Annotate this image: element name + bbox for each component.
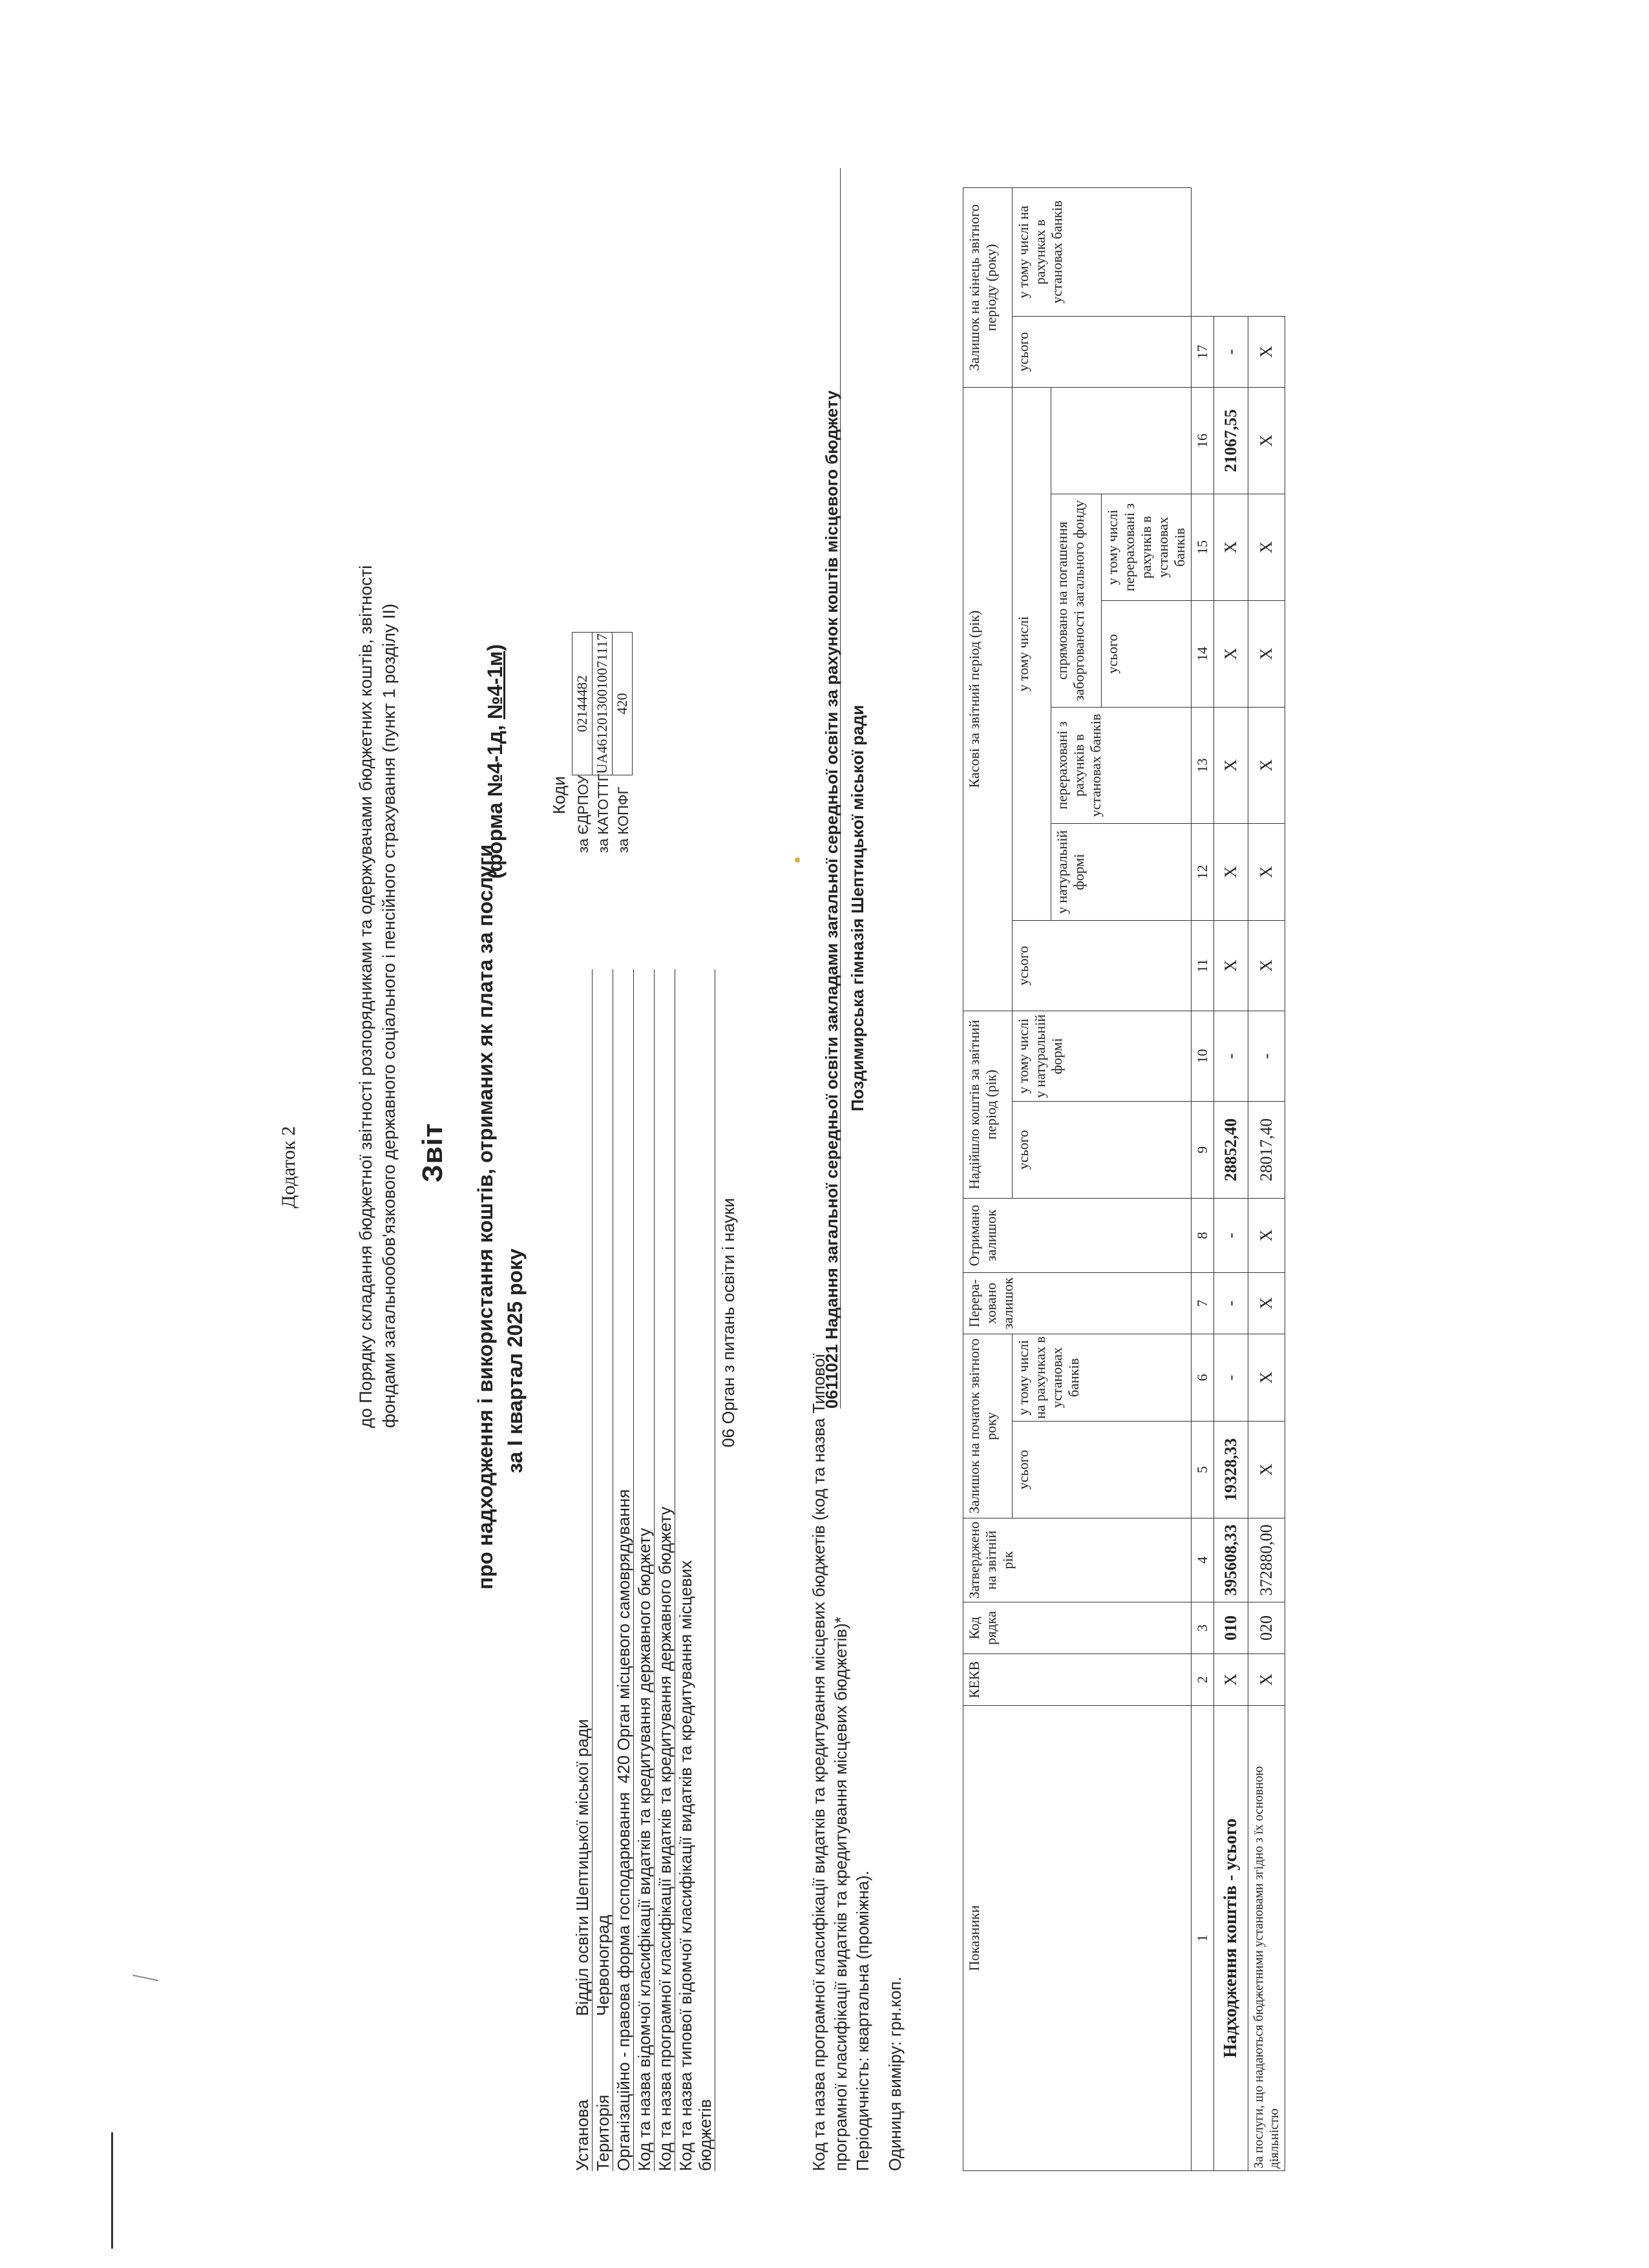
col-number: 3 [1192,1602,1214,1654]
program-value: 0611021 Надання загальної середньої освіти закладами загальної середньої освіти за рахунок коштів місцевого бюджету [822,390,841,1409]
cell: X [1248,708,1285,824]
col-number: 11 [1192,921,1214,1011]
row-indicator: Надходження коштів - усього [1214,1706,1248,2171]
cell: X [1248,494,1285,601]
cell: X [1248,317,1285,388]
katottg-value: UA46120130010071117 [593,633,613,775]
cell: X [1248,601,1285,708]
cell: 372880,00 [1248,1518,1285,1602]
report-table [963,187,1285,2171]
col-number: 6 [1192,1334,1214,1422]
header-balance-end: Залишок на кінець звітного періоду (року) [963,188,1013,388]
col-number: 12 [1192,824,1214,921]
codes-box [572,632,633,775]
column-numbers-row [1192,188,1214,2171]
header-cash-incl: у тому числі [1013,388,1051,921]
cell: - [1214,1334,1248,1422]
header-cash-spacer [1051,388,1192,494]
cell: X [1248,1334,1285,1422]
territory-value: Червоноград [593,1915,613,2016]
kopfg-value: 420 [614,693,630,715]
cell: X [1248,1654,1285,1706]
col-number: 13 [1192,708,1214,824]
cell: X [1214,601,1248,708]
kopfg-label: за КОПФГ [615,786,631,853]
territory-label: Територія [593,2094,613,2171]
cell: X [1214,494,1248,601]
col-number: 8 [1192,1199,1214,1273]
cell: X [1248,1422,1285,1518]
table-row [1214,188,1248,2171]
cell: X [1214,824,1248,921]
typical-dept-label-2: бюджетів [695,2099,715,2171]
cell: - [1214,1011,1248,1102]
table-row [1248,188,1285,2171]
form-suffix: ) [483,644,507,651]
header-debt-total: усього [1102,601,1192,708]
header-balance-end-total: усього [1013,317,1192,388]
form-underlined: №4-1м [483,651,507,720]
cell: - [1214,317,1248,388]
unit-of-measure: Одиниця виміру: грн.коп. [885,1977,905,2171]
cell: 21067,55 [1214,388,1248,494]
col-number: 15 [1192,494,1214,601]
institution-value: Відділ освіти Шептицької міської ради [572,1719,592,2016]
institution-label: Установа [572,2099,592,2171]
header-cash-expenses: Касові за звітний період (рік) [963,388,1013,1011]
header-approved: Затверджено на звітній рік [963,1518,1192,1602]
header-receipts-total: усього [1013,1102,1192,1199]
order-reference-line-1: до Порядку складання бюджетної звітності розпорядниками та одержувачами бюджетних коштів, звітності [356,565,375,1428]
header-cash-natural: у натуральній формі [1051,824,1192,921]
order-reference [354,459,401,1428]
program-label-1: Код та назва програмної класифікації видатків та кредитування місцевих бюджетів (код та назва Типової [809,1353,828,2171]
cell: X [1214,921,1248,1011]
header-kekv: КЕКВ [963,1654,1192,1706]
report-title: Звіт [417,1122,448,1182]
col-number: 1 [1192,1706,1214,2171]
edrpou-value: 02144482 [572,633,593,775]
col-number: 5 [1192,1422,1214,1518]
report-subtitle [470,845,530,1590]
cell: - [1248,1011,1285,1102]
program-underline [840,168,841,1409]
codes-title: Коди [549,776,569,814]
col-number: 9 [1192,1102,1214,1199]
typical-dept-label-1: Код та назва типової відомчої класифікації видатків та кредитування місцевих [676,1560,695,2171]
form-number [483,644,507,879]
cell: 395608,33 [1214,1518,1248,1602]
cell: X [1214,708,1248,824]
header-cash-total: усього [1013,921,1192,1011]
cell: - [1214,1273,1248,1334]
header-receipts-natural: у тому числі у натуральній формі [1013,1011,1192,1102]
program-class-label: Код та назва програмної класифікації видатків та кредитування державного бюджету [655,1506,675,2171]
header-balance-start: Залишок на початок звітного року [963,1334,1013,1518]
col-number: 7 [1192,1273,1214,1334]
row-indicator: За послуги, що надаються бюджетними установами згідно з їх основною діяльністю [1248,1706,1285,2171]
subtitle-line-1: про надходження і використання коштів, отриманих як плата за послуги [474,844,497,1590]
school-name: Поздимирська гімназія Шептицької міської ради [848,704,867,1111]
header-indicator: Показники [963,1706,1192,2171]
order-reference-line-2: фондами загальнообов'язкового державного соціального і пенсійного страхування (пункт 1 розділу II) [379,604,399,1428]
legal-form-underline [633,969,634,2171]
legal-form-value: 420 Орган місцевого самоврядування [614,1489,633,1783]
katottg-label: за КАТОТТГ [595,773,611,853]
report-sheet [278,84,1622,2171]
cell: 19328,33 [1214,1422,1248,1518]
program-label-2: програмної класифікації видатків та кредитування місцевих бюджетів)* [831,1617,850,2171]
col-number: 10 [1192,1011,1214,1102]
cell: X [1248,1273,1285,1334]
col-number: 16 [1192,388,1214,494]
cell: - [1214,1199,1248,1273]
edrpou-label: за ЄДРПОУ [575,775,591,853]
col-number: 2 [1192,1654,1214,1706]
cell: 010 [1214,1602,1248,1654]
cell: X [1248,1199,1285,1273]
institution-underline [592,969,593,2171]
header-transferred: Перера-ховано залишок [963,1273,1192,1334]
subtitle-line-2: за I квартал 2025 року [503,1248,527,1473]
col-number: 14 [1192,601,1214,708]
form-prefix: (форма №4-1д, [483,719,507,879]
cell: X [1248,388,1285,494]
header-balance-end-banks: у тому числі на рахунках в установах банків [1013,188,1192,317]
header-row-code: Код рядка [963,1602,1192,1654]
scan-mark [132,1975,158,1981]
legal-form-label: Організаційно - правова форма господарювання [614,1792,633,2171]
header-debt-banks: у тому числі перераховані з рахунків в установах банків [1102,494,1192,601]
dept-class-underline [654,969,655,2171]
scan-edge-mark [111,2132,113,2249]
header-balance-start-banks: у тому числі на рахунках в установах банків [1013,1334,1192,1422]
appendix-label: Додаток 2 [278,1126,299,1208]
cell: 28017,40 [1248,1102,1285,1199]
periodicity: Періодичність: квартальна (проміжна). [853,1870,872,2171]
dot-mark [795,857,800,863]
header-debt-repay: спрямовано на погашення заборгованості загального фонду [1051,494,1102,708]
typical-dept-value: 06 Орган з питань освіти і науки [719,1198,738,1447]
header-receipts: Надійшло коштів за звітний період (рік) [963,1011,1013,1199]
cell: X [1214,1654,1248,1706]
col-number: 4 [1192,1518,1214,1602]
dept-class-label: Код та назва відомчої класифікації видатків та кредитування державного бюджету [635,1528,654,2171]
cell: 020 [1248,1602,1285,1654]
cell: 28852,40 [1214,1102,1248,1199]
header-received-balance: Отримано залишок [963,1199,1192,1273]
header-cash-transferred-banks: перераховані з рахунків в установах банків [1051,708,1192,824]
cell: X [1248,824,1285,921]
col-number: 17 [1192,317,1214,388]
cell: X [1248,921,1285,1011]
header-balance-start-total: усього [1013,1422,1192,1518]
